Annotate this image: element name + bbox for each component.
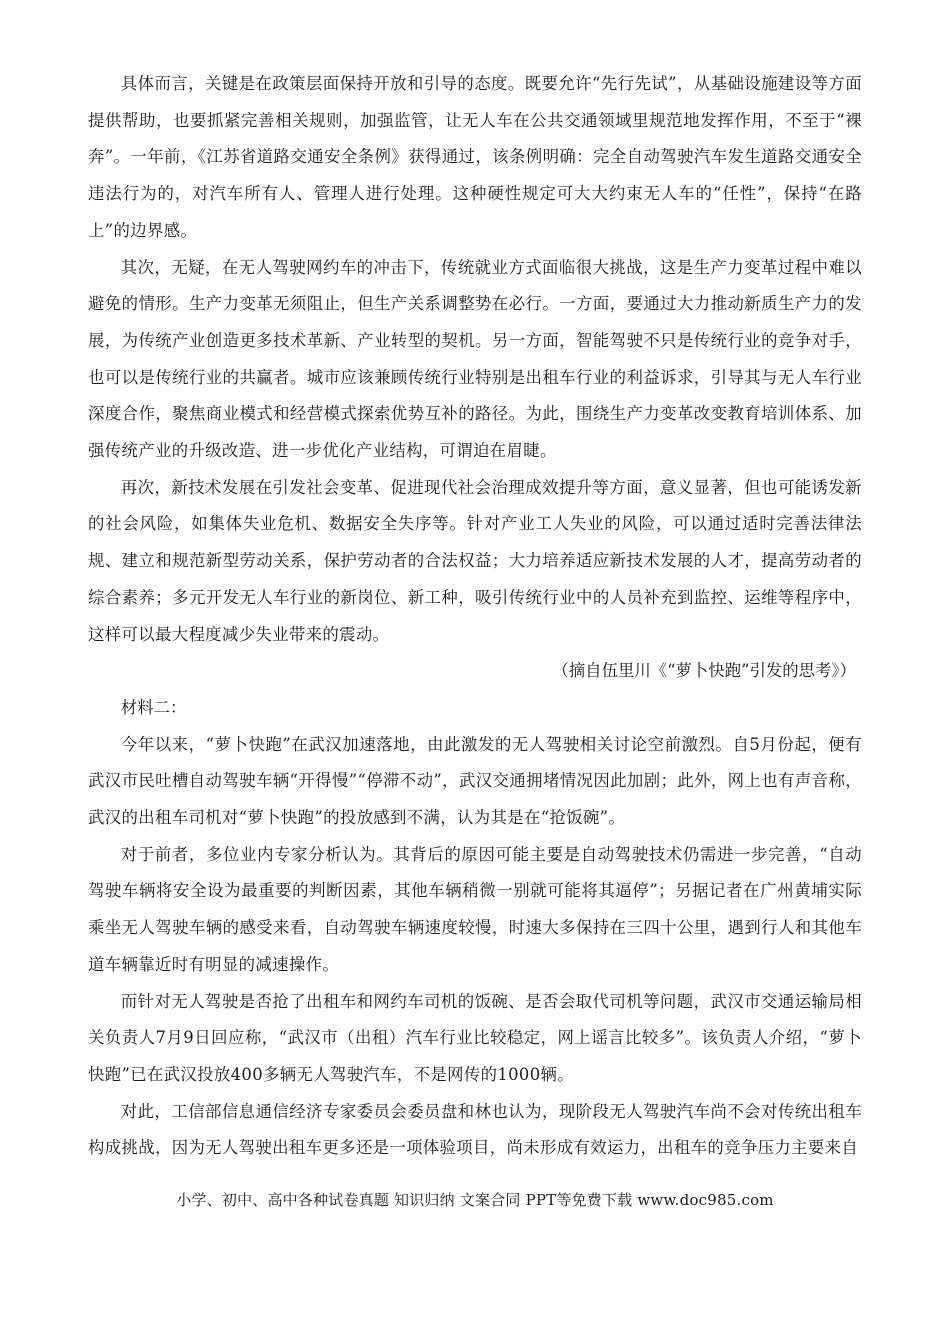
source-citation: （摘自伍里川《“萝卜快跑”引发的思考》）	[552, 661, 856, 681]
paragraph: 再次，新技术发展在引发社会变革、促进现代社会治理成效提升等方面，意义显著，但也可能诱发新的社会风险，如集体失业危机、数据安全失序等。针对产业工人失业的风险，可以通过适时完善法律法规、建立和规范新型劳动关系，保护劳动者的合法权益；大力培养适应新技术发展的人才，提高劳动者的综合素养；多元开发无人车行业的新岗位、新工种，吸引传统行业中的人员补充到监控、运维等程序中，这样可以最大程度减少失业带来的震动。	[88, 477, 862, 644]
paragraph: 对于前者，多位业内专家分析认为。其背后的原因可能主要是自动驾驶技术仍需进一步完善，“自动驾驶车辆将安全设为最重要的判断因素，其他车辆稍微一别就可能将其逼停”；另据记者在广州黄埔实际乘坐无人驾驶车辆的感受来看，自动驾驶车辆速度较慢，时速大多保持在三四十公里，遇到行人和其他车道车辆靠近时有明显的减速操作。	[88, 844, 862, 974]
paragraph: 具体而言，关键是在政策层面保持开放和引导的态度。既要允许“先行先试”，从基础设施建设等方面提供帮助，也要抓紧完善相关规则，加强监管，让无人车在公共交通领域里规范地发挥作用，不至于“裸奔”。一年前，《江苏省道路交通安全条例》获得通过，该条例明确：完全自动驾驶汽车发生道路交通安全违法行为的，对汽车所有人、管理人进行处理。这种硬性规定可大大约束无人车的“任性”，保持“在路上”的边界感。	[88, 74, 862, 240]
paragraph: 对此，工信部信息通信经济专家委员会委员盘和林也认为，现阶段无人驾驶汽车尚不会对传统出租车构成挑战，因为无人驾驶出租车更多还是一项体验项目，尚未形成有效运力，出租车的竞争压力主要来自	[88, 1101, 862, 1158]
paragraph: 其次，无疑，在无人驾驶网约车的冲击下，传统就业方式面临很大挑战，这是生产力变革过程中难以避免的情形。生产力变革无须阻止，但生产关系调整势在必行。一方面，要通过大力推动新质生产力的发展，为传统产业创造更多技术革新、产业转型的契机。另一方面，智能驾驶不只是传统行业的竞争对手，也可以是传统行业的共赢者。城市应该兼顾传统行业特别是出租车行业的利益诉求，引导其与无人车行业深度合作，聚焦商业模式和经营模式探索优势互补的路径。为此，围绕生产力变革改变教育培训体系、加强传统产业的升级改造、进一步优化产业结构，可谓迫在眉睫。	[88, 257, 862, 461]
paragraph: 今年以来，“萝卜快跑”在武汉加速落地，由此激发的无人驾驶相关讨论空前激烈。自5月份起，便有武汉市民吐槽自动驾驶车辆“开得慢”“停滞不动”，武汉交通拥堵情况因此加剧；此外，网上也有声音称，武汉的出租车司机对“萝卜快跑”的投放感到不满，认为其是在“抢饭碗”。	[88, 734, 862, 828]
section-label: 材料二：	[120, 697, 187, 717]
page-footer: 小学、初中、高中各种试卷真题 知识归纳 文案合同 PPT等免费下载 www.doc985.com	[176, 1191, 774, 1209]
document-body	[88, 66, 862, 1167]
paragraph: 而针对无人驾驶是否抢了出租车和网约车司机的饭碗、是否会取代司机等问题，武汉市交通运输局相关负责人7月9日回应称，“武汉市（出租）汽车行业比较稳定，网上谣言比较多”。该负责人介绍，“萝卜快跑”已在武汉投放400多辆无人驾驶汽车，不是网传的1000辆。	[88, 991, 862, 1084]
